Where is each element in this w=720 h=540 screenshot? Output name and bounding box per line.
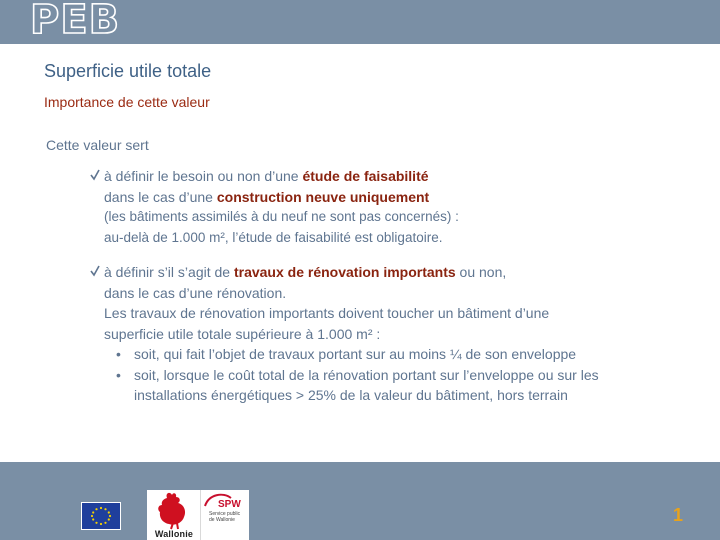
- spw-logo: [200, 490, 249, 540]
- sub-item: • soit, qui fait l’objet de travaux portant sur au moins ¼ de son enveloppe: [90, 344, 690, 365]
- wallonie-logo: [147, 490, 201, 540]
- subtitle: Importance de cette valeur: [44, 94, 210, 110]
- page-title: Superficie utile totale: [44, 61, 212, 81]
- sub-list: [90, 344, 690, 406]
- bullet2-line4: superficie utile totale supérieure à 1.000 m² :: [104, 325, 381, 342]
- peb-logo: PEB: [30, 0, 121, 43]
- check-icon: [90, 169, 100, 181]
- bullet-feasibility: [90, 166, 690, 248]
- bullet-dot: •: [116, 366, 121, 383]
- rooster-icon: [147, 490, 201, 530]
- svg-text:SPW: SPW: [218, 499, 241, 510]
- bullet-dot: •: [116, 346, 121, 362]
- check-icon: [90, 265, 100, 277]
- spw-service-label: Service public de Wallonie: [209, 511, 241, 523]
- bullet-renovation: [90, 262, 690, 406]
- bullet1-line4: au-delà de 1.000 m², l’étude de faisabilité est obligatoire.: [104, 229, 443, 245]
- bullet2-line2: dans le cas d’une rénovation.: [104, 284, 287, 301]
- bullet1-line2: dans le cas d’une construction neuve uniquement: [104, 188, 430, 205]
- intro-text: Cette valeur sert: [46, 137, 149, 153]
- header-bar: [0, 0, 720, 44]
- wallonie-label: Wallonie: [154, 529, 194, 539]
- sub-item: • soit, lorsque le coût total de la rénovation portant sur l’enveloppe ou sur les installations énergétiques > 25% de la valeur du bâtiment, hors terrain: [116, 366, 599, 403]
- bullet1-line1: à définir le besoin ou non d’une étude de faisabilité: [104, 168, 429, 184]
- spw-icon: [201, 490, 249, 510]
- slide-number: 1: [673, 505, 684, 525]
- bullet2-line1: à définir s’il s’agit de travaux de rénovation importants ou non,: [104, 264, 507, 280]
- bullet1-line3: (les bâtiments assimilés à du neuf ne sont pas concernés) :: [104, 209, 459, 224]
- bullet2-line3: Les travaux de rénovation importants doivent toucher un bâtiment d’une: [104, 305, 550, 321]
- eu-flag-icon: [81, 502, 121, 530]
